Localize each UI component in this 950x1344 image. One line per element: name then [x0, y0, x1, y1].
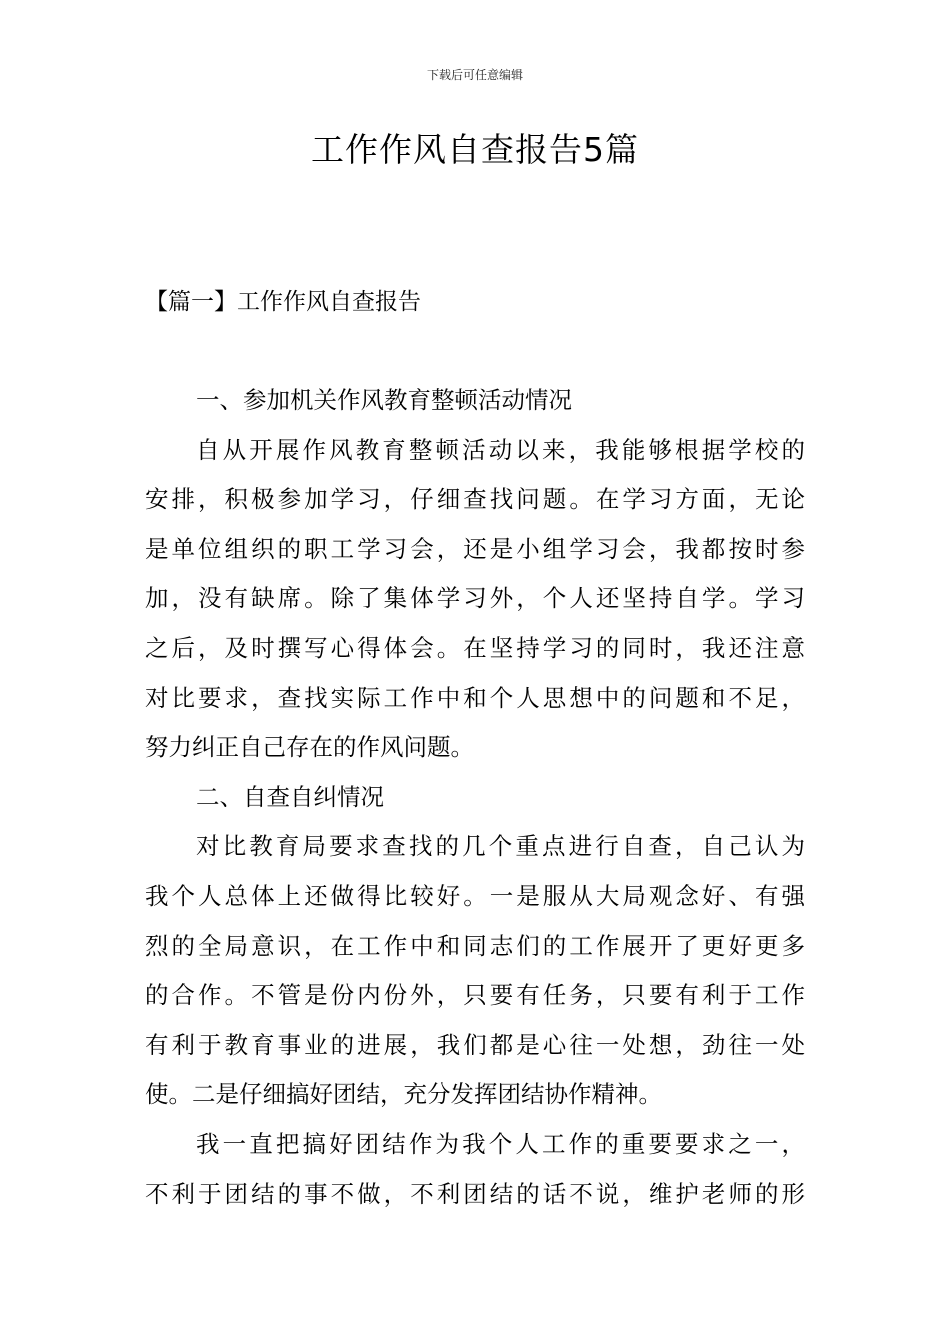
- body-line: 烈的全局意识，在工作中和同志们的工作展开了更好更多: [145, 931, 805, 960]
- document-title: 工作作风自查报告5篇: [311, 130, 639, 169]
- body-line: 我一直把搞好团结作为我个人工作的重要要求之一，: [196, 1129, 805, 1158]
- body-line: 是单位组织的职工学习会，还是小组学习会，我都按时参: [145, 534, 805, 563]
- body-line: 自从开展作风教育整顿活动以来，我能够根据学校的: [196, 435, 805, 464]
- body-line: 有利于教育事业的进展，我们都是心往一处想，劲往一处: [145, 1030, 805, 1059]
- body-line: 二、自查自纠情况: [196, 782, 384, 811]
- body-line: 对比教育局要求查找的几个重点进行自查，自己认为: [196, 832, 805, 861]
- body-line: 不利于团结的事不做，不利团结的话不说，维护老师的形: [145, 1179, 805, 1208]
- body-line: 加，没有缺席。除了集体学习外，个人还坚持自学。学习: [145, 584, 805, 613]
- body-line: 之后，及时撰写心得体会。在坚持学习的同时，我还注意: [145, 633, 805, 662]
- body-line: 对比要求，查找实际工作中和个人思想中的问题和不足，: [145, 683, 805, 712]
- body-line: 努力纠正自己存在的作风问题。: [145, 733, 474, 762]
- body-line: 安排，积极参加学习，仔细查找问题。在学习方面，无论: [145, 485, 805, 514]
- section-heading: 【篇一】工作作风自查报告: [145, 289, 421, 315]
- header-note: 下载后可任意编辑: [426, 68, 523, 82]
- body-line: 我个人总体上还做得比较好。一是服从大局观念好、有强: [145, 881, 805, 910]
- document-body: [145, 376, 805, 1219]
- body-line: 使。二是仔细搞好团结，充分发挥团结协作精神。: [145, 1080, 662, 1109]
- body-line: 的合作。不管是份内份外，只要有任务，只要有利于工作: [145, 981, 805, 1010]
- body-line: 一、参加机关作风教育整顿活动情况: [196, 386, 572, 414]
